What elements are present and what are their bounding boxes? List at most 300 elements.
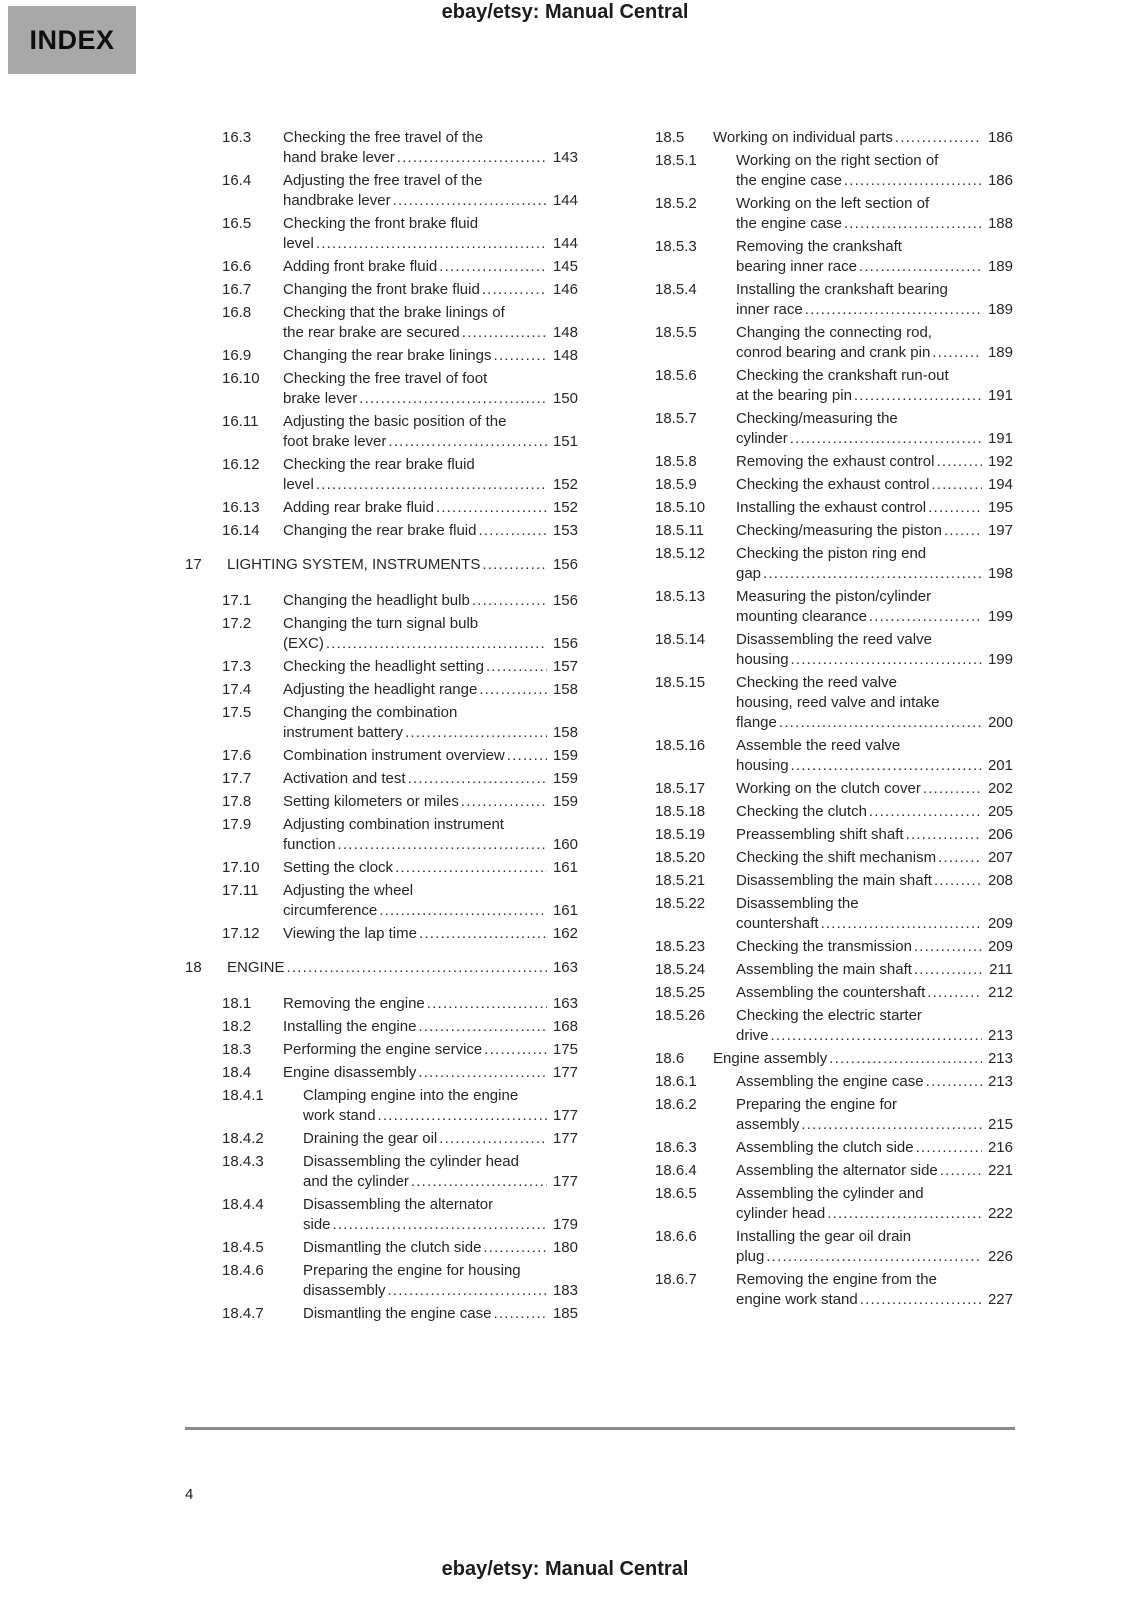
entry-title: Checking the clutch: [736, 803, 867, 820]
entry-title: Removing the exhaust control: [736, 453, 935, 470]
toc-entry: [222, 657, 578, 677]
toc-entry: [655, 1138, 1013, 1158]
toc-entry: [222, 1129, 578, 1149]
section-number: 18.5.20: [655, 849, 706, 866]
page-ref: 215: [987, 1116, 1013, 1133]
toc-entry: [222, 280, 578, 300]
section-number: 18.5.9: [655, 476, 697, 493]
toc-entry: [222, 1238, 578, 1258]
toc-entry: [655, 280, 1013, 320]
entry-title-line: Checking the crankshaft run-out: [736, 367, 949, 384]
entry-title: assembly: [736, 1116, 800, 1133]
entry-title-line: Preparing the engine for housing: [303, 1262, 521, 1279]
dot-leader: [859, 257, 982, 277]
dot-leader: [408, 769, 547, 789]
entry-title: Adjusting the headlight range: [283, 681, 478, 698]
section-number: 17.5: [222, 704, 252, 721]
page-ref: 191: [987, 387, 1013, 404]
toc-entry: [655, 521, 1013, 541]
section-number: 18.5.23: [655, 938, 706, 955]
toc-entry: [222, 1304, 578, 1324]
section-number: 18.5.3: [655, 238, 697, 255]
entry-title-line: Measuring the piston/cylinder: [736, 588, 932, 605]
entry-title: at the bearing pin: [736, 387, 852, 404]
page-ref: 163: [552, 995, 578, 1012]
toc-entry: [222, 614, 578, 654]
entry-title-line: Installing the crankshaft bearing: [736, 281, 948, 298]
entry-title: plug: [736, 1248, 765, 1265]
page-ref: 177: [552, 1130, 578, 1147]
dot-leader: [326, 634, 547, 654]
entry-title-line: Working on the right section of: [736, 152, 939, 169]
toc-entry: [655, 960, 1013, 980]
dot-leader: [895, 128, 982, 148]
section-number: 16.3: [222, 129, 252, 146]
entry-title: Setting kilometers or miles: [283, 793, 459, 810]
page-ref: 199: [987, 651, 1013, 668]
section-number: 18.6.4: [655, 1162, 697, 1179]
toc-entry: [222, 128, 578, 168]
entry-title: and the cylinder: [303, 1173, 409, 1190]
section-number: 17.1: [222, 592, 252, 609]
entry-title: engine work stand: [736, 1291, 858, 1308]
entry-title: Assembling the alternator side: [736, 1162, 938, 1179]
dot-leader: [397, 148, 547, 168]
entry-title: gap: [736, 565, 762, 582]
toc-entry: [655, 736, 1013, 776]
section-number: 16.4: [222, 172, 252, 189]
section-number: 17.9: [222, 816, 252, 833]
toc-entry: [655, 194, 1013, 234]
page-ref: 153: [552, 522, 578, 539]
dot-leader: [333, 1215, 547, 1235]
toc-entry: [222, 994, 578, 1014]
entry-title: Adding front brake fluid: [283, 258, 438, 275]
toc-entry: [222, 412, 578, 452]
section-number: 17.2: [222, 615, 252, 632]
dot-leader: [483, 1238, 547, 1258]
section-number: 16.14: [222, 522, 260, 539]
entry-title: level: [283, 476, 314, 493]
page-ref: 145: [552, 258, 578, 275]
dot-leader: [393, 191, 547, 211]
page-ref: 151: [552, 433, 578, 450]
entry-title: housing: [736, 651, 789, 668]
toc-entry: [655, 1227, 1013, 1267]
dot-leader: [923, 779, 982, 799]
page-ref: 216: [987, 1139, 1013, 1156]
page-ref: 162: [552, 925, 578, 942]
dot-leader: [462, 323, 547, 343]
page-ref: 177: [552, 1107, 578, 1124]
dot-leader: [484, 1040, 547, 1060]
dot-leader: [844, 171, 982, 191]
page-ref: 146: [552, 281, 578, 298]
page-ref: 211: [989, 961, 1013, 978]
toc-entry: [222, 746, 578, 766]
toc-entry: [222, 1040, 578, 1060]
page-ref: 152: [552, 499, 578, 516]
toc-section-heading: [185, 958, 578, 978]
entry-title: Changing the rear brake fluid: [283, 522, 477, 539]
page-ref: 197: [987, 522, 1013, 539]
entry-title: Changing the rear brake linings: [283, 347, 492, 364]
entry-title: Performing the engine service: [283, 1041, 483, 1058]
toc-entry: [222, 591, 578, 611]
entry-title: disassembly: [303, 1282, 386, 1299]
page-ref: 183: [552, 1282, 578, 1299]
toc-entry: [222, 171, 578, 211]
entry-title: Removing the engine: [283, 995, 425, 1012]
section-number: 17.12: [222, 925, 260, 942]
page-ref: 199: [987, 608, 1013, 625]
dot-leader: [791, 756, 982, 776]
entry-title-line: Checking the piston ring end: [736, 545, 927, 562]
entry-title: flange: [736, 714, 777, 731]
entry-title: side: [303, 1216, 331, 1233]
section-number: 18.5.2: [655, 195, 697, 212]
dot-leader: [316, 234, 547, 254]
page-ref: 163: [552, 959, 578, 976]
entry-title-line: Adjusting the basic position of the: [283, 413, 507, 430]
dot-leader: [427, 994, 547, 1014]
toc-entry: [655, 983, 1013, 1003]
page-ref: 159: [552, 747, 578, 764]
entry-title: Setting the clock: [283, 859, 394, 876]
toc-entry: [655, 894, 1013, 934]
entry-title-line: housing, reed valve and intake: [736, 694, 940, 711]
dot-leader: [338, 835, 547, 855]
toc-entry: [655, 1006, 1013, 1046]
section-number: 18.5: [655, 129, 685, 146]
toc-entry: [655, 323, 1013, 363]
section-number: 16.12: [222, 456, 260, 473]
dot-leader: [936, 452, 982, 472]
entry-title: Checking/measuring the piston: [736, 522, 942, 539]
page-ref: 207: [987, 849, 1013, 866]
page-ref: 213: [987, 1073, 1013, 1090]
page-ref: 161: [552, 902, 578, 919]
entry-title: Installing the exhaust control: [736, 499, 927, 516]
page-ref: 177: [552, 1064, 578, 1081]
entry-title: Assembling the clutch side: [736, 1139, 914, 1156]
toc-entry: [222, 455, 578, 495]
dot-leader: [805, 300, 982, 320]
section-number: 18.5.6: [655, 367, 697, 384]
section-number: 17.8: [222, 793, 252, 810]
entry-title: level: [283, 235, 314, 252]
entry-title: (EXC): [283, 635, 324, 652]
page-ref: 222: [987, 1205, 1013, 1222]
entry-title: Preassembling shift shaft: [736, 826, 904, 843]
page-ref: 188: [987, 215, 1013, 232]
toc-entry: [655, 825, 1013, 845]
toc-section-heading: [185, 555, 578, 575]
entry-title-line: Disassembling the: [736, 895, 859, 912]
entry-title: Changing the front brake fluid: [283, 281, 480, 298]
entry-title: housing: [736, 757, 789, 774]
section-number: 18.5.10: [655, 499, 706, 516]
section-number: 18.5.13: [655, 588, 706, 605]
toc-entry: [222, 769, 578, 789]
toc-entry: [222, 792, 578, 812]
entry-title: Engine assembly: [713, 1050, 828, 1067]
section-number: 18.6.6: [655, 1228, 697, 1245]
page-ref: 209: [987, 915, 1013, 932]
toc-entry: [655, 475, 1013, 495]
page-ref: 200: [987, 714, 1013, 731]
section-number: 18.5.24: [655, 961, 706, 978]
toc-entry: [222, 924, 578, 944]
section-number: 18.4.1: [222, 1087, 264, 1104]
section-number: 18.4.5: [222, 1239, 264, 1256]
entry-title: Checking the headlight setting: [283, 658, 484, 675]
section-number: 18.5.15: [655, 674, 706, 691]
entry-title: the rear brake are secured: [283, 324, 460, 341]
dot-leader: [790, 429, 982, 449]
section-number: 18.2: [222, 1018, 252, 1035]
dot-leader: [439, 257, 547, 277]
dot-leader: [436, 498, 547, 518]
entry-title-line: Removing the crankshaft: [736, 238, 902, 255]
dot-leader: [482, 555, 547, 575]
toc-entry: [222, 1261, 578, 1301]
entry-title: Adding rear brake fluid: [283, 499, 434, 516]
page-ref: 213: [987, 1027, 1013, 1044]
dot-leader: [493, 1304, 547, 1324]
footer-title: ebay/etsy: Manual Central: [441, 1558, 689, 1580]
toc-entry: [222, 680, 578, 700]
index-label: INDEX: [8, 6, 136, 74]
section-number: 16.8: [222, 304, 252, 321]
section-number: 17.7: [222, 770, 252, 787]
page-ref: 152: [552, 476, 578, 493]
page-ref: 189: [987, 258, 1013, 275]
page-ref: 198: [987, 565, 1013, 582]
toc-entry: [655, 366, 1013, 406]
toc-entry: [222, 369, 578, 409]
entry-title: Engine disassembly: [283, 1064, 417, 1081]
dot-leader: [821, 914, 982, 934]
page-ref: 156: [552, 556, 578, 573]
section-number: 18.5.11: [655, 522, 704, 539]
page-ref: 221: [987, 1162, 1013, 1179]
section-number: 18.5.21: [655, 872, 706, 889]
dot-leader: [791, 650, 982, 670]
entry-title-line: Removing the engine from the: [736, 1271, 937, 1288]
toc-entry: [655, 452, 1013, 472]
entry-title-line: Preparing the engine for: [736, 1096, 897, 1113]
entry-title: Checking the exhaust control: [736, 476, 930, 493]
page-ref: 175: [552, 1041, 578, 1058]
entry-title-line: Changing the connecting rod,: [736, 324, 932, 341]
dot-leader: [479, 680, 547, 700]
toc-entry: [222, 1017, 578, 1037]
section-number: 18.5.1: [655, 152, 697, 169]
page-ref: 156: [552, 635, 578, 652]
entry-title: conrod bearing and crank pin: [736, 344, 931, 361]
section-number: 18.6.7: [655, 1271, 697, 1288]
entry-title-line: Checking/measuring the: [736, 410, 898, 427]
dot-leader: [507, 746, 547, 766]
entry-title-line: Assembling the cylinder and: [736, 1185, 924, 1202]
section-number: 18.1: [222, 995, 252, 1012]
section-number: 16.10: [222, 370, 260, 387]
entry-title: circumference: [283, 902, 378, 919]
entry-title: Combination instrument overview: [283, 747, 505, 764]
toc-entry: [222, 703, 578, 743]
section-number: 17.3: [222, 658, 252, 675]
entry-title: Disassembling the main shaft: [736, 872, 932, 889]
toc-entry: [655, 587, 1013, 627]
dot-leader: [916, 1138, 982, 1158]
entry-title: Checking the transmission: [736, 938, 912, 955]
page-ref: 226: [987, 1248, 1013, 1265]
entry-title: LIGHTING SYSTEM, INSTRUMENTS: [227, 556, 481, 573]
section-number: 18.4.6: [222, 1262, 264, 1279]
dot-leader: [938, 848, 982, 868]
dot-leader: [493, 346, 547, 366]
entry-title-line: Clamping engine into the engine: [303, 1087, 519, 1104]
dot-leader: [378, 1106, 547, 1126]
section-number: 16.6: [222, 258, 252, 275]
entry-title: hand brake lever: [283, 149, 395, 166]
section-number: 18.6.1: [655, 1073, 697, 1090]
entry-title: brake lever: [283, 390, 358, 407]
dot-leader: [934, 871, 982, 891]
page-ref: 148: [552, 324, 578, 341]
section-number: 18.3: [222, 1041, 252, 1058]
dot-leader: [801, 1115, 982, 1135]
page-ref: 157: [552, 658, 578, 675]
entry-title: instrument battery: [283, 724, 404, 741]
section-number: 18.6.3: [655, 1139, 697, 1156]
dot-leader: [928, 498, 982, 518]
section-number: 16.7: [222, 281, 252, 298]
toc-entry: [222, 815, 578, 855]
dot-leader: [931, 475, 982, 495]
toc-entry: [655, 544, 1013, 584]
toc-entry: [655, 498, 1013, 518]
entry-title-line: Disassembling the reed valve: [736, 631, 932, 648]
dot-leader: [418, 1063, 547, 1083]
section-number: 16.11: [222, 413, 259, 430]
dot-leader: [405, 723, 547, 743]
entry-title: countershaft: [736, 915, 819, 932]
section-number: 16.13: [222, 499, 260, 516]
section-number: 18.5.12: [655, 545, 706, 562]
entry-title: ENGINE: [227, 959, 285, 976]
entry-title-line: Adjusting combination instrument: [283, 816, 504, 833]
page-ref: 202: [987, 780, 1013, 797]
dot-leader: [359, 389, 547, 409]
section-number: 18.5.18: [655, 803, 706, 820]
entry-title: Installing the engine: [283, 1018, 417, 1035]
dot-leader: [944, 521, 982, 541]
entry-title-line: Adjusting the free travel of the: [283, 172, 483, 189]
entry-title: inner race: [736, 301, 803, 318]
section-number: 18.4: [222, 1064, 252, 1081]
dot-leader: [763, 564, 982, 584]
section-number: 17: [185, 556, 202, 573]
section-number: 18.5.5: [655, 324, 697, 341]
page-ref: 150: [552, 390, 578, 407]
dot-leader: [287, 958, 547, 978]
toc-entry: [222, 881, 578, 921]
toc-entry: [222, 257, 578, 277]
page-ref: 208: [987, 872, 1013, 889]
dot-leader: [439, 1129, 547, 1149]
page-ref: 180: [552, 1239, 578, 1256]
page-ref: 144: [552, 235, 578, 252]
page-ref: 205: [987, 803, 1013, 820]
page-ref: 144: [552, 192, 578, 209]
entry-title-line: Checking the free travel of the: [283, 129, 484, 146]
section-number: 18.6: [655, 1050, 685, 1067]
page-ref: 212: [987, 984, 1013, 1001]
page-ref: 179: [552, 1216, 578, 1233]
entry-title: bearing inner race: [736, 258, 857, 275]
dot-leader: [316, 475, 547, 495]
page-ref: 213: [987, 1050, 1013, 1067]
toc-column-right: [655, 128, 1013, 1313]
page-ref: 186: [987, 172, 1013, 189]
dot-leader: [854, 386, 982, 406]
entry-title: work stand: [303, 1107, 376, 1124]
entry-title: Checking the shift mechanism: [736, 849, 937, 866]
toc-entry: [655, 779, 1013, 799]
entry-title: cylinder head: [736, 1205, 826, 1222]
toc-entry: [222, 1152, 578, 1192]
entry-title: foot brake lever: [283, 433, 387, 450]
dot-leader: [906, 825, 982, 845]
toc-entry: [222, 521, 578, 541]
dot-leader: [927, 983, 982, 1003]
section-number: 18.6.5: [655, 1185, 697, 1202]
page-ref: 195: [987, 499, 1013, 516]
page-ref: 161: [552, 859, 578, 876]
section-number: 18.5.14: [655, 631, 706, 648]
entry-title: the engine case: [736, 215, 842, 232]
dot-leader: [379, 901, 547, 921]
toc-entry: [655, 673, 1013, 733]
dot-leader: [829, 1049, 982, 1069]
dot-leader: [766, 1247, 982, 1267]
entry-title: Activation and test: [283, 770, 406, 787]
dot-leader: [388, 1281, 547, 1301]
toc-entry: [222, 1086, 578, 1126]
entry-title-line: Working on the left section of: [736, 195, 930, 212]
dot-leader: [940, 1161, 982, 1181]
entry-title: cylinder: [736, 430, 788, 447]
toc-entry: [655, 1095, 1013, 1135]
page-ref: 209: [987, 938, 1013, 955]
entry-title-line: Adjusting the wheel: [283, 882, 414, 899]
page-ref: 158: [552, 681, 578, 698]
page-ref: 189: [987, 344, 1013, 361]
dot-leader: [478, 521, 547, 541]
dot-leader: [914, 960, 982, 980]
section-number: 16.5: [222, 215, 252, 232]
entry-title: Dismantling the clutch side: [303, 1239, 482, 1256]
footer-rule: [185, 1427, 1015, 1430]
section-number: 18.5.25: [655, 984, 706, 1001]
dot-leader: [411, 1172, 547, 1192]
section-number: 17.10: [222, 859, 260, 876]
dot-leader: [418, 1017, 547, 1037]
page-ref: 227: [987, 1291, 1013, 1308]
dot-leader: [461, 792, 547, 812]
